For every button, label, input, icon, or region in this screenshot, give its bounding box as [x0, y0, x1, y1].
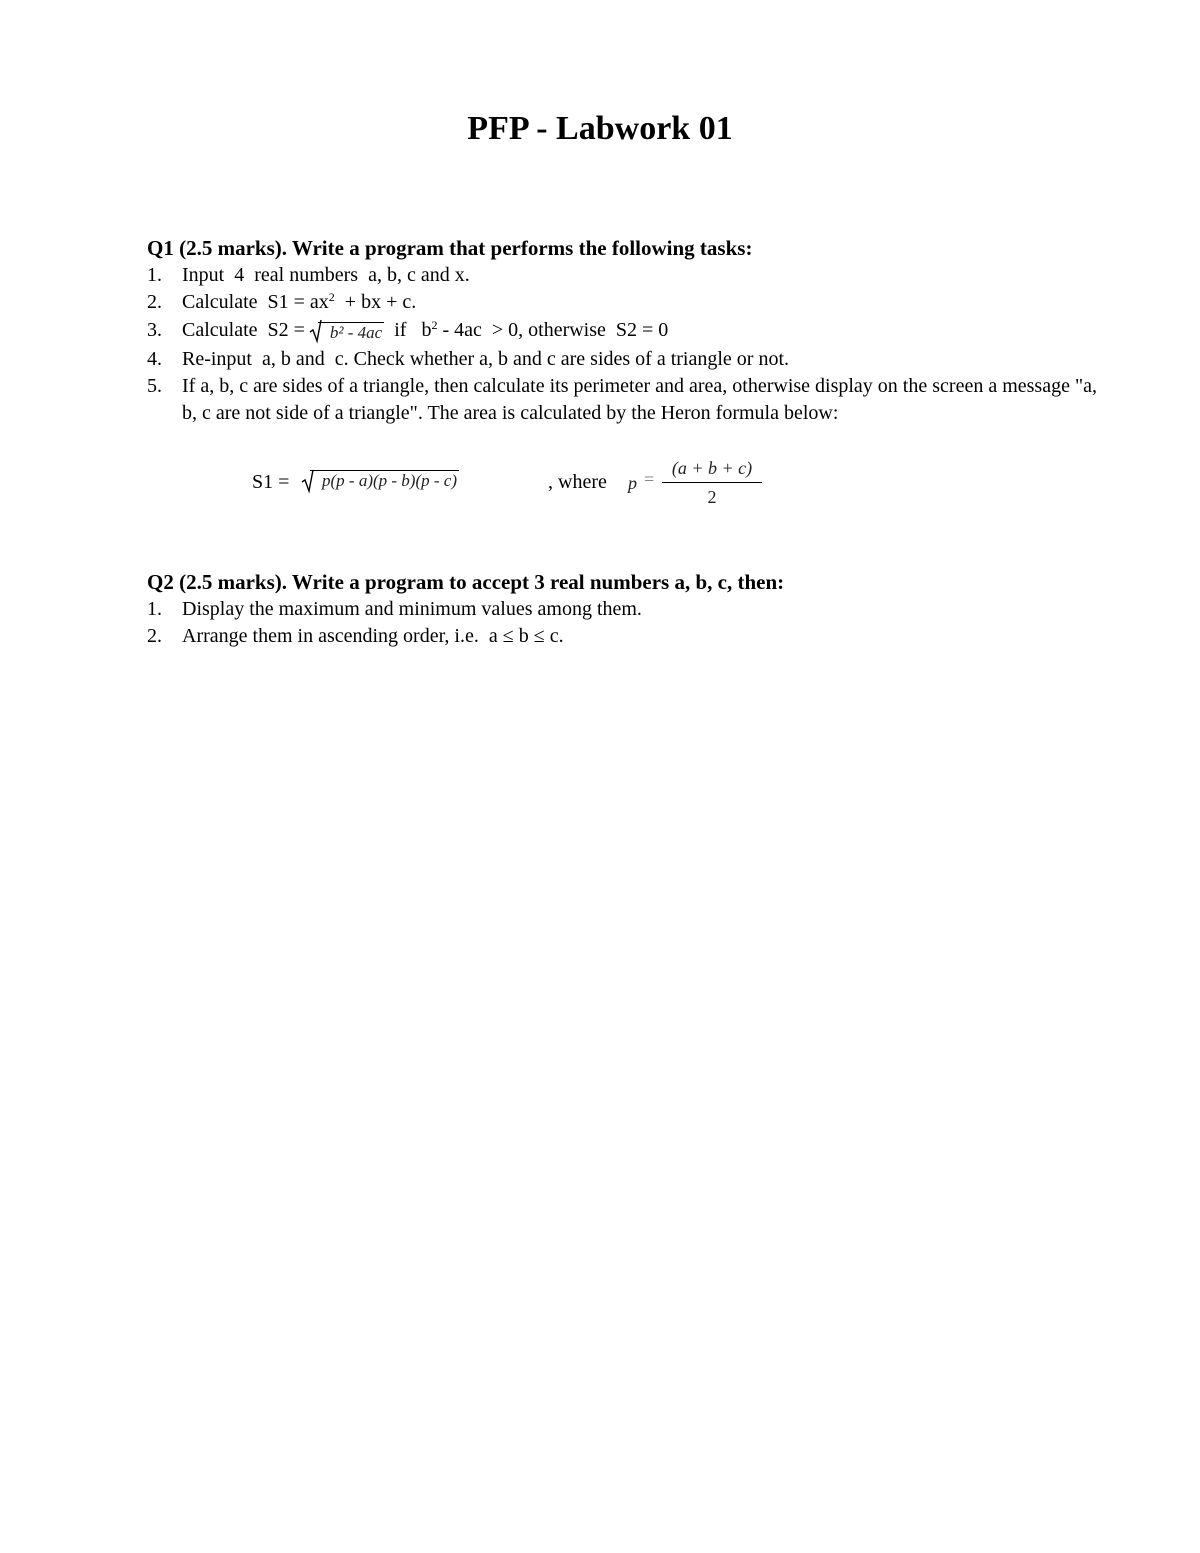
question-2 [147, 568, 1097, 650]
fraction [662, 455, 762, 509]
item-text [182, 316, 1097, 344]
list-item [147, 623, 1097, 650]
list-item [147, 596, 1097, 623]
formula-middle: if b [384, 319, 432, 341]
item-number: 4. [147, 348, 162, 370]
question-1-task-list [147, 262, 1097, 427]
superscript: 2 [328, 290, 335, 304]
sqrt-expression [310, 319, 384, 341]
item-number: 1. [147, 598, 162, 620]
radical-sign [302, 469, 314, 493]
list-item [147, 346, 1097, 373]
item-number: 1. [147, 264, 162, 286]
list-item [147, 316, 1097, 346]
page-title: PFP - Labwork 01 [467, 110, 733, 147]
list-item [147, 373, 1097, 427]
list-item [147, 289, 1097, 316]
item-text: Arrange them in ascending order, i.e. a ≤ b ≤ c. [182, 625, 564, 647]
formula-prefix: Calculate S1 = ax [182, 291, 329, 313]
superscript: 2 [431, 318, 438, 332]
formula-equals: = [644, 469, 655, 489]
item-number: 2. [147, 291, 162, 313]
radical-sign [310, 319, 322, 343]
question-1 [147, 234, 1097, 427]
formula-suffix: + bx + c. [334, 291, 417, 313]
fraction-numerator: (a + b + c) [671, 458, 753, 478]
item-text: If a, b, c are sides of a triangle, then calculate its perimeter and area, otherwise display on the screen a message "a, b, c are not side of a triangle". The area is calculated by the Heron formula below: [182, 375, 1097, 424]
heron-formula [252, 455, 852, 515]
radicand: p(p - a)(p - b)(p - c) [310, 470, 459, 491]
question-2-heading: Q2 (2.5 marks). Write a program to accept 3 real numbers a, b, c, then: [147, 570, 785, 594]
item-text: Display the maximum and minimum values among them. [182, 598, 642, 620]
fraction-denominator: 2 [707, 487, 717, 507]
item-number: 5. [147, 375, 162, 397]
item-number: 2. [147, 625, 162, 647]
formula-where: , where [548, 471, 607, 493]
question-1-heading: Q1 (2.5 marks). Write a program that performs the following tasks: [147, 236, 753, 260]
formula-prefix: Calculate S2 = [182, 319, 310, 341]
formula-suffix: - 4ac > 0, otherwise S2 = 0 [437, 319, 669, 341]
fraction-bar [662, 482, 762, 483]
question-2-task-list [147, 596, 1097, 650]
sqrt-expression [302, 469, 459, 491]
item-text: Re-input a, b and c. Check whether a, b and c are sides of a triangle or not. [182, 348, 790, 370]
item-text [182, 289, 1097, 316]
formula-p-variable: p [628, 473, 637, 493]
list-item [147, 262, 1097, 289]
item-text: Input 4 real numbers a, b, c and x. [182, 264, 470, 286]
item-number: 3. [147, 319, 162, 341]
formula-lhs: S1 = [252, 471, 295, 493]
radicand: b² - 4ac [318, 322, 384, 343]
